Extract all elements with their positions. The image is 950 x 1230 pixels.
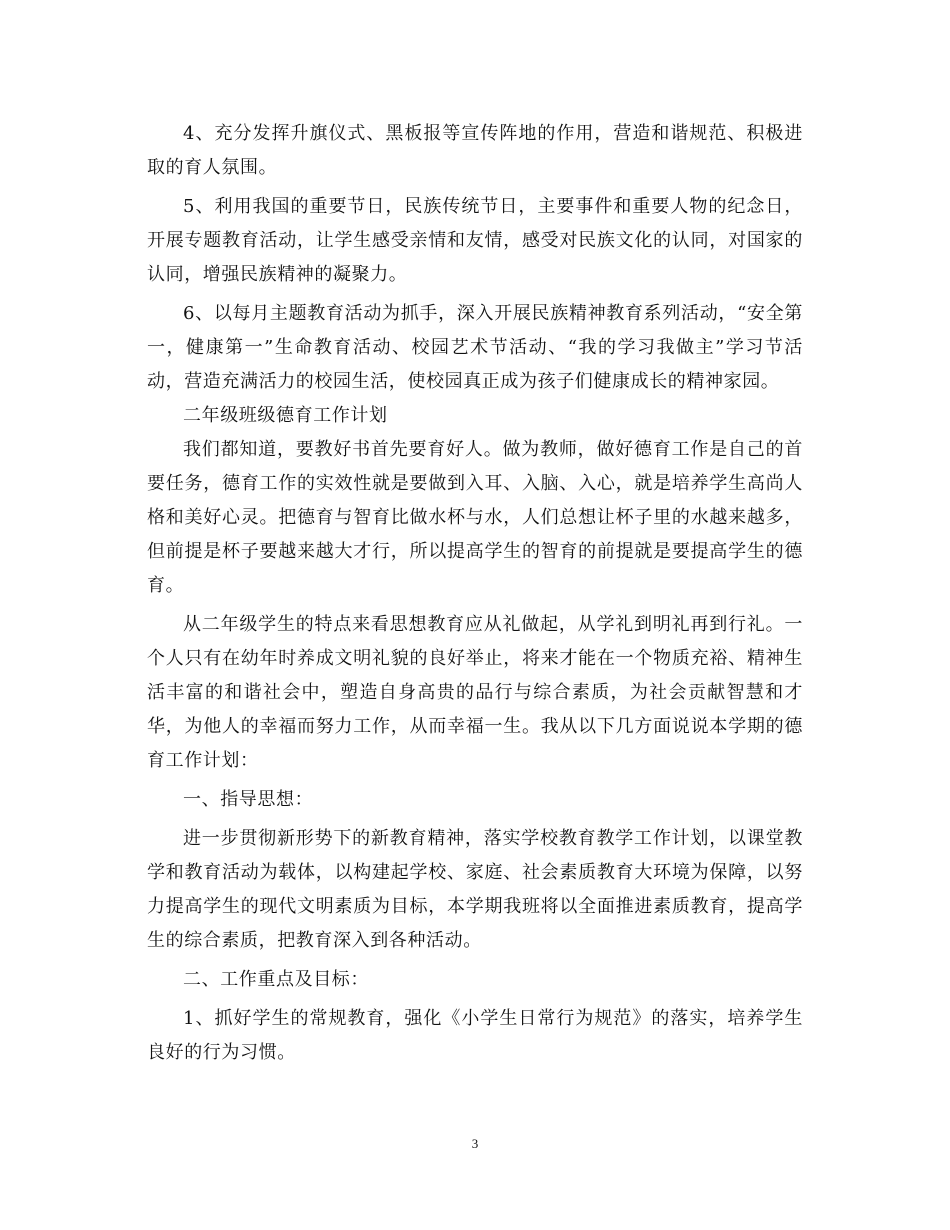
section-title: 二年级班级德育工作计划 (183, 405, 388, 426)
paragraph-item-6: 6、以每月主题教育活动为抓手，深入开展民族精神教育系列活动，“安全第一，健康第一”生命教育活动、校园艺术节活动、“我的学习我做主”学习节活动，营造充满活力的校园生活，使校园真正成为孩子们健康成长的精神家园。 (147, 303, 803, 392)
heading-guiding-thought: 一、指导思想： (183, 789, 314, 810)
paragraph-intro: 我们都知道，要教好书首先要育好人。做为教师，做好德育工作是自己的首要任务，德育工作的实效性就是要做到入耳、入脑、入心，就是培养学生高尚人格和美好心灵。把德育与智育比做水杯与水，人们总想让杯子里的水越来越多，但前提是杯子要越来越大才行，所以提高学生的智育的前提就是要提高学生的德育。 (147, 439, 803, 596)
paragraph-grade-characteristics: 从二年级学生的特点来看思想教育应从礼做起，从学礼到明礼再到行礼。一个人只有在幼年时养成文明礼貌的良好举止，将来才能在一个物质充裕、精神生活丰富的和谐社会中，塑造自身高贵的品行与综合素质，为社会贡献智慧和才华，为他人的幸福而努力工作，从而幸福一生。我从以下几方面说说本学期的德育工作计划： (147, 614, 803, 771)
heading-work-focus: 二、工作重点及目标： (183, 969, 369, 990)
paragraph-focus-item-1: 1、抓好学生的常规教育，强化《小学生日常行为规范》的落实，培养学生良好的行为习惯。 (147, 1008, 803, 1063)
paragraph-item-4: 4、充分发挥升旗仪式、黑板报等宣传阵地的作用，营造和谐规范、积极进取的育人氛围。 (147, 123, 803, 178)
document-body (147, 117, 803, 1070)
paragraph-guiding-thought: 进一步贯彻新形势下的新教育精神，落实学校教育教学工作计划，以课堂教学和教育活动为载体，以构建起学校、家庭、社会素质教育大环境为保障，以努力提高学生的现代文明素质为目标，本学期我班将以全面推进素质教育，提高学生的综合素质，把教育深入到各种活动。 (147, 828, 803, 951)
paragraph-item-5: 5、利用我国的重要节日，民族传统节日，主要事件和重要人物的纪念日，开展专题教育活动，让学生感受亲情和友情，感受对民族文化的认同，对国家的认同，增强民族精神的凝聚力。 (147, 196, 803, 285)
page-number: 3 (471, 1136, 479, 1151)
